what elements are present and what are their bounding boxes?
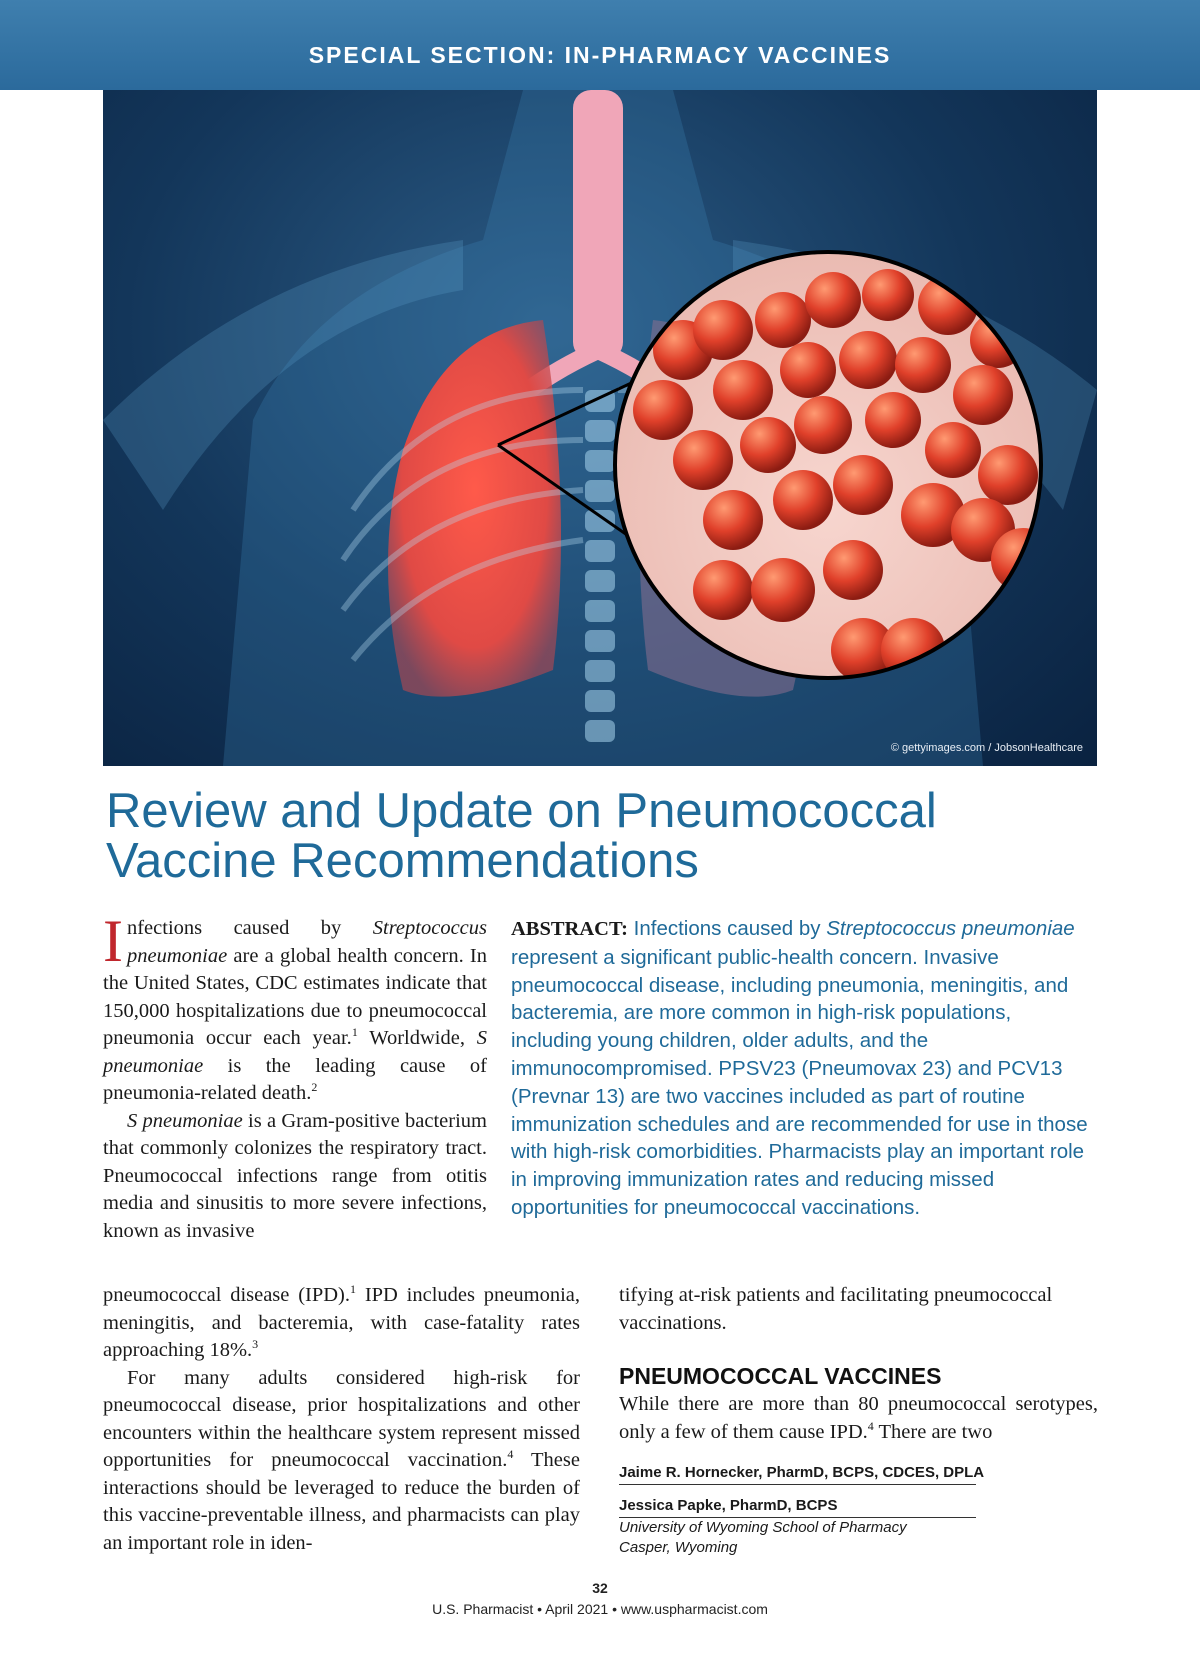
section-heading: PNEUMOCOCCAL VACCINES bbox=[619, 1363, 942, 1389]
author-1-name: Jaime R. Hornecker, PharmD, BCPS, CDCES, DPLA bbox=[619, 1464, 985, 1481]
page-number: 32 bbox=[592, 1580, 608, 1596]
body-right-paragraph-2: While there are more than 80 pneumococcal serotypes, only a few of them cause IPD.$^4$ There are two bbox=[619, 1393, 1098, 1443]
article-title-line2: Vaccine Recommendations bbox=[106, 834, 699, 888]
body-right-continued bbox=[619, 1391, 1098, 1446]
body-right-column bbox=[619, 1282, 1098, 1337]
abstract bbox=[511, 915, 1095, 1222]
section-banner bbox=[0, 0, 1200, 90]
lungs-bacteria-illustration bbox=[103, 90, 1097, 766]
footer-line: U.S. Pharmacist • April 2021 • www.uspharmacist.com bbox=[432, 1601, 768, 1617]
hero-illustration bbox=[103, 90, 1097, 766]
author-2-affiliation: University of Wyoming School of Pharmacy bbox=[619, 1519, 907, 1536]
author-1-rule bbox=[619, 1484, 976, 1485]
intro-paragraph-2: S pneumoniae is a Gram-positive bacterium that commonly colonizes the respiratory tract. Pneumococcal infections range from otitis media and sinusitis to more severe infections, known as invasive bbox=[103, 1109, 487, 1242]
body-right-paragraph-1: tifying at-risk patients and facilitating pneumococcal vaccinations. bbox=[619, 1284, 1053, 1334]
author-1 bbox=[619, 1464, 984, 1485]
article-title bbox=[106, 786, 1106, 886]
image-credit: © gettyimages.com / JobsonHealthcare bbox=[890, 742, 1083, 754]
abstract-label: ABSTRACT: bbox=[511, 918, 628, 940]
banner-title: SPECIAL SECTION: IN-PHARMACY VACCINES bbox=[308, 42, 892, 68]
body-left-paragraph-2: For many adults considered high-risk for pneumococcal disease, prior hospitalizations and other encounters within the healthcare system represent missed opportunities for pneumococcal vaccination.$^4$ These interactions should be leveraged to reduce the burden of this vaccine-preventable illness, and pharmacists can play an important role in iden- bbox=[103, 1366, 580, 1554]
intro-paragraph-1: Infections caused by Streptococcus pneumoniae are a global health concern. In the United States, CDC estimates indicate that 150,000 hospitalizations due to pneumococcal pneumonia occur each year.$^1$ Worldwide, S pneumoniae is the leading cause of pneumonia-related death.$^2$ bbox=[103, 908, 487, 1104]
body-left-paragraph-1: pneumococcal disease (IPD).$^1$ IPD includes pneumonia, meningitis, and bacteremia, with case-fatality rates approaching 18%.$^3$ bbox=[103, 1282, 580, 1361]
drop-cap: I bbox=[103, 908, 123, 974]
abstract-text: Infections caused by Streptococcus pneumoniae represent a significant public-health concern. Invasive pneumococcal disease, including pneumonia, meningitis, and bacteremia, are more common in high-risk populations, including young children, older adults, and the immunocompromised. PPSV23 (Pneumovax 23) and PCV13 (Prevnar 13) are two vaccines included as part of routine immunization schedules and are recommended for use in those with high-risk comorbidities. Pharmacists play an important role in improving immunization rates and reducing missed opportunities for pneumococcal vaccinations. bbox=[511, 917, 1088, 1219]
author-2 bbox=[619, 1497, 976, 1558]
article-title-line1: Review and Update on Pneumococcal bbox=[106, 784, 937, 838]
body-left-column bbox=[103, 1282, 580, 1557]
intro-column bbox=[103, 908, 487, 1245]
author-2-name: Jessica Papke, PharmD, BCPS bbox=[619, 1497, 838, 1514]
author-2-location: Casper, Wyoming bbox=[619, 1539, 738, 1556]
